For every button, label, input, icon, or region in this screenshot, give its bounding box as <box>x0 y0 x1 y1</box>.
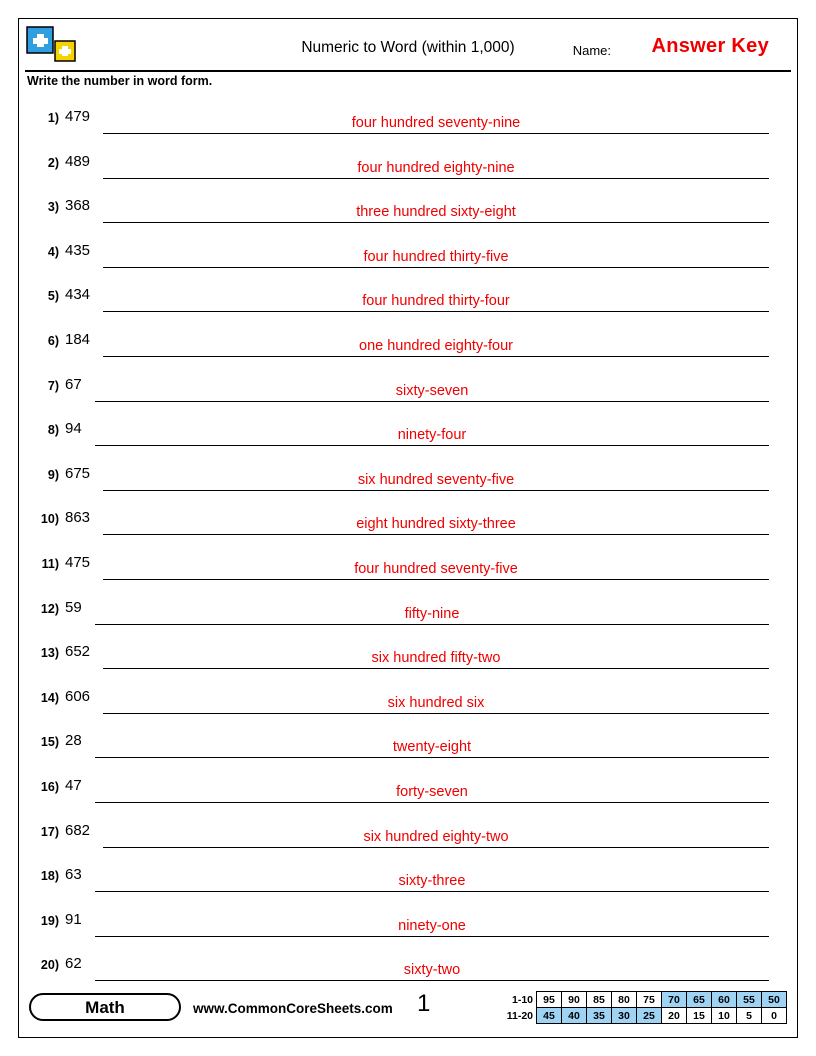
problem-value: 489 <box>65 152 91 170</box>
score-row-2 <box>500 1008 787 1024</box>
answer-field[interactable] <box>95 955 769 981</box>
problem-value: 652 <box>65 643 91 661</box>
problem-number: 17) <box>40 824 59 839</box>
answer-field[interactable] <box>103 242 769 268</box>
header-divider <box>25 70 791 72</box>
problem-value: 475 <box>65 553 91 571</box>
answer-text: six hundred fifty-two <box>371 650 501 667</box>
answer-field[interactable] <box>95 777 769 803</box>
problem-value: 63 <box>65 866 82 884</box>
answer-underline <box>103 847 769 848</box>
answer-underline <box>103 713 769 714</box>
score-cell: 95 <box>537 992 562 1008</box>
answer-field[interactable] <box>103 509 769 535</box>
answer-underline <box>95 891 769 892</box>
answer-text: three hundred sixty-eight <box>356 204 516 221</box>
problem-row <box>25 942 791 987</box>
answer-field[interactable] <box>95 599 769 625</box>
answer-field[interactable] <box>103 554 769 580</box>
answer-field[interactable] <box>103 286 769 312</box>
answer-field[interactable] <box>103 331 769 357</box>
answer-text: four hundred eighty-nine <box>357 159 515 176</box>
problem-value: 675 <box>65 464 91 482</box>
answer-text: six hundred six <box>387 694 485 711</box>
problem-number: 9) <box>47 467 59 482</box>
score-cell: 25 <box>637 1008 662 1024</box>
score-cell: 5 <box>737 1008 762 1024</box>
score-cell: 0 <box>762 1008 787 1024</box>
problem-row <box>25 140 791 185</box>
answer-underline <box>95 445 769 446</box>
name-label: Name: <box>572 43 611 58</box>
score-cell: 45 <box>537 1008 562 1024</box>
problem-value: 59 <box>65 598 82 616</box>
problem-value: 434 <box>65 286 91 304</box>
answer-underline <box>103 490 769 491</box>
problem-row <box>25 229 791 274</box>
problem-value: 28 <box>65 732 82 750</box>
worksheet-page <box>18 18 798 1038</box>
problem-number: 1) <box>47 111 59 125</box>
page-number: 1 <box>417 990 431 1017</box>
problem-row <box>25 95 791 140</box>
problem-row <box>25 318 791 363</box>
answer-key-label: Answer Key <box>651 35 769 57</box>
score-cell: 60 <box>712 992 737 1008</box>
score-cell: 20 <box>662 1008 687 1024</box>
problem-number: 8) <box>47 423 59 438</box>
instructions: Write the number in word form. <box>27 74 213 88</box>
score-cell: 65 <box>687 992 712 1008</box>
problem-number: 20) <box>40 958 59 973</box>
problem-row <box>25 496 791 541</box>
problem-value: 184 <box>65 330 91 348</box>
problem-value: 682 <box>65 821 91 839</box>
score-cell: 80 <box>612 992 637 1008</box>
problem-row <box>25 586 791 631</box>
answer-text: four hundred thirty-five <box>363 248 509 265</box>
answer-field[interactable] <box>103 822 769 848</box>
problem-number: 6) <box>47 333 59 348</box>
answer-text: fifty-nine <box>404 605 460 622</box>
score-cell: 75 <box>637 992 662 1008</box>
answer-text: four hundred seventy-five <box>354 560 518 577</box>
answer-underline <box>103 534 769 535</box>
worksheet-footer <box>25 991 791 1031</box>
problem-number: 16) <box>40 779 59 794</box>
problem-number: 14) <box>40 690 59 705</box>
answer-text: six hundred seventy-five <box>357 471 515 488</box>
problem-value: 91 <box>65 910 82 928</box>
answer-underline <box>103 311 769 312</box>
problem-number: 5) <box>47 289 59 304</box>
problem-number: 15) <box>40 735 59 750</box>
answer-underline <box>95 401 769 402</box>
score-cell: 40 <box>562 1008 587 1024</box>
answer-text: forty-seven <box>396 783 468 800</box>
score-cell: 85 <box>587 992 612 1008</box>
problem-number: 11) <box>41 556 59 571</box>
answer-field[interactable] <box>95 420 769 446</box>
problem-row <box>25 853 791 898</box>
problem-row <box>25 719 791 764</box>
problem-number: 18) <box>40 869 59 884</box>
answer-field[interactable] <box>95 911 769 937</box>
score-cell: 15 <box>687 1008 712 1024</box>
answer-text: eight hundred sixty-three <box>356 516 516 533</box>
score-cell: 30 <box>612 1008 637 1024</box>
answer-text: ninety-four <box>397 427 467 444</box>
answer-text: ninety-one <box>398 917 466 934</box>
score-row-1 <box>500 992 787 1008</box>
problem-value: 62 <box>65 955 82 973</box>
score-cell: 70 <box>662 992 687 1008</box>
problem-value: 67 <box>65 375 82 393</box>
problem-number: 13) <box>40 646 59 661</box>
answer-underline <box>103 579 769 580</box>
problem-value: 94 <box>65 420 82 438</box>
answer-underline <box>95 980 769 981</box>
problem-number: 2) <box>47 155 59 170</box>
answer-underline <box>95 936 769 937</box>
answer-underline <box>103 356 769 357</box>
problem-number: 19) <box>40 913 59 928</box>
problem-row <box>25 407 791 452</box>
answer-underline <box>95 757 769 758</box>
answer-underline <box>103 178 769 179</box>
problem-row <box>25 363 791 408</box>
answer-field[interactable] <box>103 153 769 179</box>
website-url: www.CommonCoreSheets.com <box>193 1001 393 1016</box>
score-cell: 10 <box>712 1008 737 1024</box>
problem-row <box>25 541 791 586</box>
score-cell: 35 <box>587 1008 612 1024</box>
answer-text: four hundred seventy-nine <box>351 115 521 131</box>
problem-value: 435 <box>65 241 91 259</box>
problem-row <box>25 764 791 809</box>
problem-value: 606 <box>65 687 91 705</box>
page-title: Numeric to Word (within 1,000) <box>301 39 515 56</box>
problem-row <box>25 675 791 720</box>
answer-field[interactable] <box>95 866 769 892</box>
answer-field[interactable] <box>103 197 769 223</box>
worksheet-header <box>25 25 791 71</box>
score-cell: 50 <box>762 992 787 1008</box>
problem-row <box>25 809 791 854</box>
score-table <box>500 991 787 1024</box>
score-row-1-label: 1-10 <box>511 993 533 1006</box>
answer-field[interactable] <box>103 465 769 491</box>
answer-text: six hundred eighty-two <box>363 828 509 845</box>
answer-field[interactable] <box>95 376 769 402</box>
answer-underline <box>95 802 769 803</box>
answer-text: sixty-three <box>398 873 466 890</box>
problem-row <box>25 630 791 675</box>
answer-underline <box>95 624 769 625</box>
problem-row <box>25 184 791 229</box>
score-row-2-label: 11-20 <box>506 1009 533 1022</box>
problem-number: 10) <box>40 512 59 527</box>
answer-underline <box>103 668 769 669</box>
problem-value: 479 <box>65 108 91 125</box>
answer-text: twenty-eight <box>392 739 472 756</box>
answer-underline <box>103 133 769 134</box>
answer-underline <box>103 222 769 223</box>
problem-number: 7) <box>47 378 59 393</box>
problem-number: 12) <box>40 601 59 616</box>
problem-value: 368 <box>65 197 91 215</box>
answer-field[interactable] <box>103 688 769 714</box>
answer-text: one hundred eighty-four <box>359 337 513 354</box>
problem-value: 863 <box>65 509 91 527</box>
problem-row <box>25 452 791 497</box>
problem-number: 3) <box>47 200 59 215</box>
problem-row <box>25 898 791 943</box>
problem-number: 4) <box>47 244 59 259</box>
problem-value: 47 <box>65 776 82 794</box>
answer-underline <box>103 267 769 268</box>
answer-field[interactable] <box>95 732 769 758</box>
answer-text: sixty-two <box>403 962 461 979</box>
score-cell: 55 <box>737 992 762 1008</box>
answer-field[interactable] <box>103 108 769 134</box>
answer-text: four hundred thirty-four <box>362 293 510 310</box>
problem-list <box>25 95 791 987</box>
answer-text: sixty-seven <box>395 382 469 399</box>
problem-row <box>25 273 791 318</box>
subject-badge: Math <box>29 993 181 1021</box>
score-cell: 90 <box>562 992 587 1008</box>
answer-field[interactable] <box>103 643 769 669</box>
